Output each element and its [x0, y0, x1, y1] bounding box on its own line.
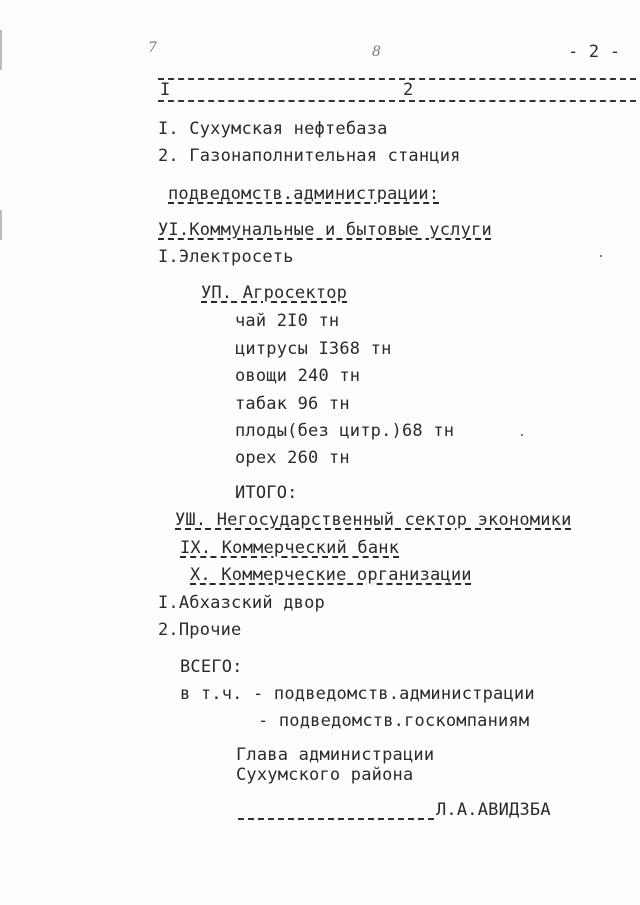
scan-speck: [600, 255, 602, 257]
line-subtotal: ИТОГО:: [235, 483, 298, 503]
line-other: 2.Прочие: [158, 620, 242, 640]
line-tobacco: табак 96 тн: [235, 394, 350, 414]
signature-title-line2: Сухумского района: [236, 765, 414, 785]
signature-line: [238, 818, 434, 820]
line-nuts: орех 260 тн: [235, 448, 350, 468]
handwritten-mark: 8: [372, 44, 381, 60]
line-private-sector: УШ. Негосударственный сектор экономики: [175, 510, 572, 530]
signature-title-line1: Глава администрации: [236, 745, 435, 765]
line-citrus: цитрусы I368 тн: [235, 339, 392, 359]
column-header-1: I: [160, 80, 171, 100]
line-tea: чай 2I0 тн: [235, 311, 340, 331]
line-power-grid: I.Электросеть: [158, 247, 294, 267]
column-header-2: 2: [403, 80, 414, 100]
line-including-state-companies: - подведомств.госкомпаниям: [258, 711, 530, 731]
line-agro-sector: УП. Агросектор: [201, 283, 348, 303]
line-commercial-orgs: X. Коммерческие организации: [190, 565, 472, 585]
scan-speck: [521, 434, 523, 436]
scan-edge-mark: [0, 30, 2, 70]
line-oil-base: I. Сухумская нефтебаза: [158, 119, 388, 139]
line-utilities: УI.Коммунальные и бытовые услуги: [158, 220, 492, 240]
line-abkhaz-court: I.Абхазский двор: [158, 593, 325, 613]
line-subordinate-admin: подведомств.администрации:: [168, 184, 440, 204]
line-commercial-bank: IX. Коммерческий банк: [180, 538, 400, 558]
table-header-rule: [158, 100, 636, 102]
signature-name: Л.А.АВИДЗБА: [436, 800, 551, 820]
line-vegetables: овощи 240 тн: [235, 366, 361, 386]
line-including-admin: в т.ч. - подведомств.администрации: [180, 684, 535, 704]
line-total: ВСЕГО:: [180, 657, 243, 677]
line-gas-station: 2. Газонаполнительная станция: [158, 146, 461, 166]
page-number: - 2 -: [568, 42, 621, 62]
line-fruits: плоды(без цитр.)68 тн: [235, 421, 455, 441]
handwritten-mark: 7: [148, 40, 157, 56]
scan-edge-mark: [0, 210, 2, 240]
table-top-rule: [158, 78, 636, 80]
